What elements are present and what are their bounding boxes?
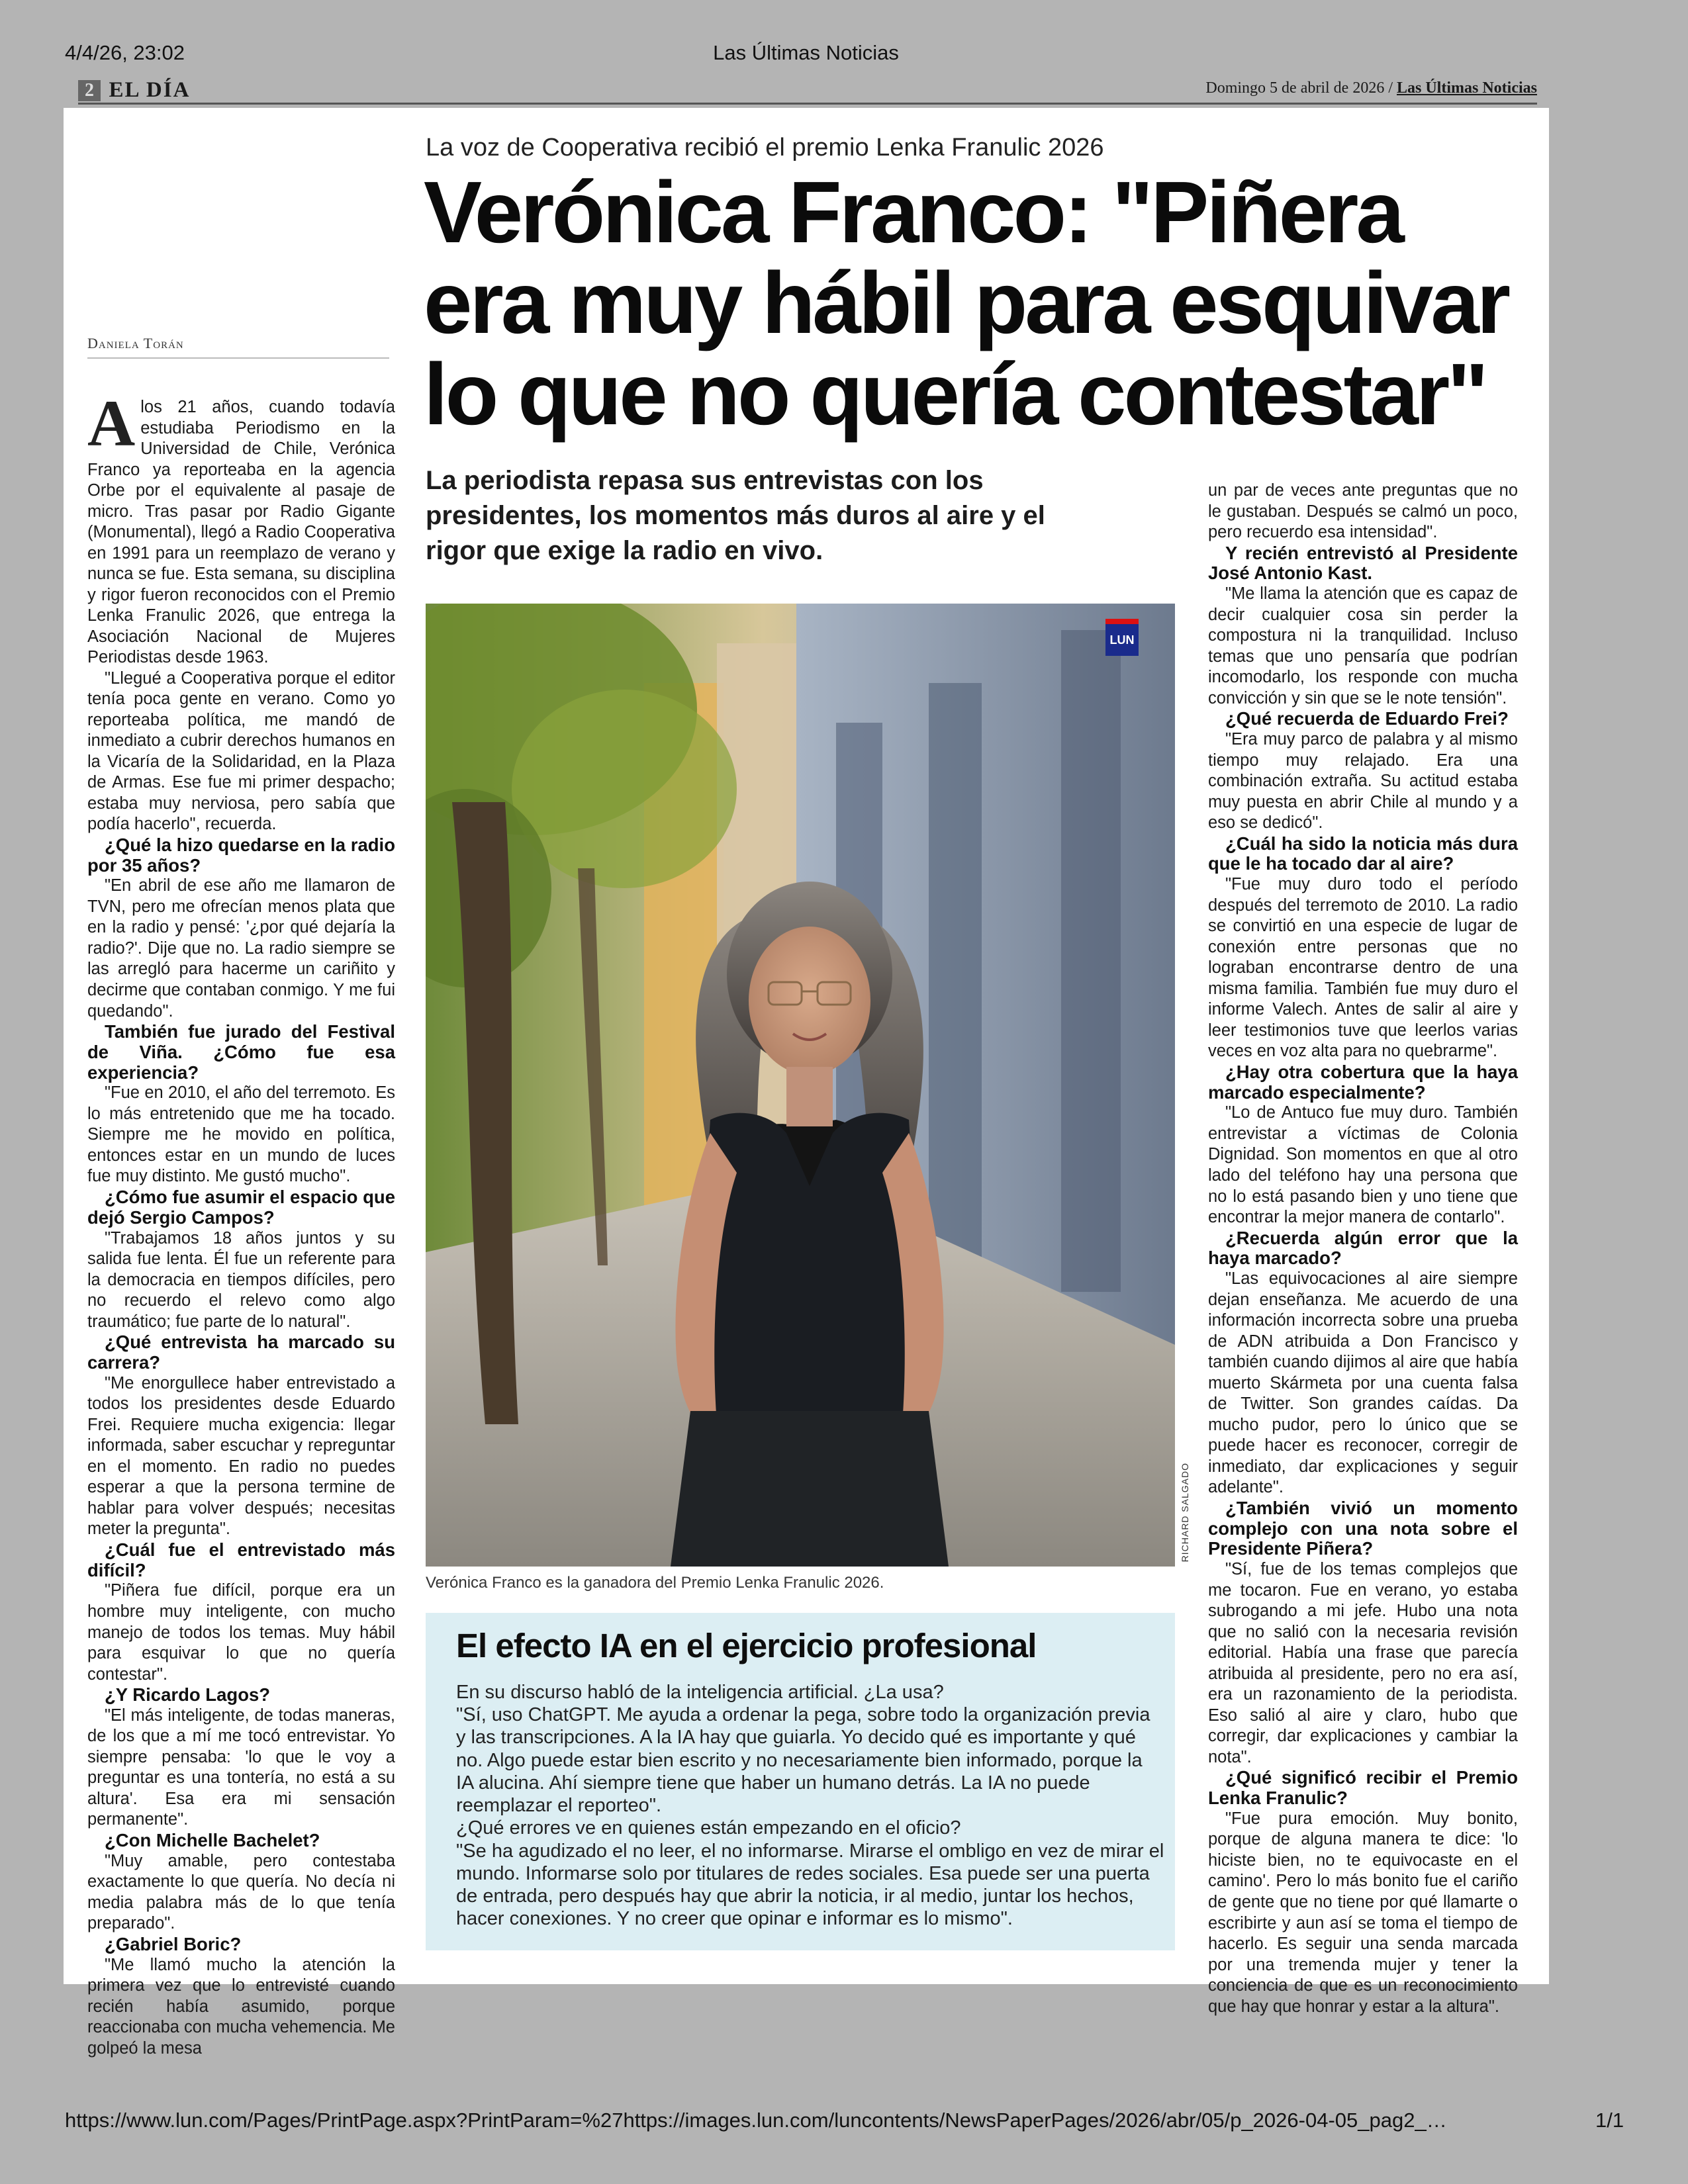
article-column-right <box>1208 480 1518 2017</box>
photo-caption: Verónica Franco es la ganadora del Premio Lenka Franulic 2026. <box>426 1574 884 1592</box>
dropcap: A <box>87 387 136 460</box>
question: ¿Qué recuerda de Eduardo Frei? <box>1225 708 1509 729</box>
lun-logo: LUN <box>1105 619 1139 656</box>
ia-answer: "Se ha agudizado el no leer, el no informarse. Mirarse el ombligo en vez de mirar el mundo. Informarse solo por titulares de redes sociales. Esa puede ser una puerta de entrada, pero después hay que abrir la noticia, ir al medio, juntar los hechos, hacer conexiones. Y no creer que opinar e informar es lo mismo". <box>456 1840 1164 1930</box>
article-headline: Verónica Franco: "Piñera era muy hábil para esquivar lo que no quería contestar" <box>424 163 1509 443</box>
answer: "Me llamó mucho la atención la primera vez que lo entrevisté cuando recién había asumido, porque reaccionaba con mucha vehemencia. Me golpeó la mesa <box>87 1955 395 2058</box>
masthead-paper-name: Las Últimas Noticias <box>1397 79 1537 97</box>
answer-continued: un par de veces ante preguntas que no le gustaban. Después se calmó un poco, pero recuerdo esa intensidad". <box>1208 481 1518 542</box>
photo-credit: RICHARD SALGADO <box>1180 1463 1190 1563</box>
answer: "Era muy parco de palabra y al mismo tiempo muy relajado. Era una combinación extraña. Su actitud estaba muy puesta en abrir Chile al mundo y a eso se dedicó". <box>1208 730 1518 833</box>
portrait-photo <box>426 604 1175 1567</box>
answer: "Trabajamos 18 años juntos y su salida fue lenta. Él fue un referente para la democracia en tiempos difíciles, pero no recuerdo el relevo como algo traumático; fue parte de lo natural". <box>87 1228 395 1331</box>
print-page-count: 1/1 <box>1595 2109 1624 2132</box>
print-datetime: 4/4/26, 23:02 <box>65 41 185 64</box>
question: ¿Gabriel Boric? <box>105 1933 242 1954</box>
masthead-strip <box>78 78 1537 103</box>
answer: "Muy amable, pero contestaba exactamente lo que quería. No decía ni media palabra más de lo que tenía preparado". <box>87 1851 395 1933</box>
question: ¿También vivió un momento complejo con una nota sobre el Presidente Piñera? <box>1208 1497 1518 1559</box>
answer: "Las equivocaciones al aire siempre dejan enseñanza. Me acuerdo de una información incorrecta sobre una prueba de ADN atribuida a Don Francisco y también cuando dijimos al aire que había muerto Skármeta por una cuenta falsa de Twitter. Son grandes caídas. Da mucho pudor, pero lo único que se puede hacer es reconocer, corregir de inmediato, dar explicaciones y seguir adelante". <box>1208 1269 1518 1497</box>
question: ¿Qué la hizo quedarse en la radio por 35 años? <box>87 834 395 876</box>
question: ¿Recuerda algún error que la haya marcado? <box>1208 1227 1518 1269</box>
page-number: 2 <box>78 80 101 101</box>
ia-box-body <box>456 1681 1164 1930</box>
question: Y recién entrevistó al Presidente José Antonio Kast. <box>1208 542 1518 584</box>
section-name: EL DÍA <box>109 78 191 102</box>
question: ¿Qué significó recibir el Premio Lenka Franulic? <box>1208 1767 1518 1809</box>
intro-paragraph <box>87 387 395 668</box>
answer: "En abril de ese año me llamaron de TVN, pero me ofrecían menos plata que en la radio y pensé: '¿por qué dejaría la radio?'. Dije que no. La radio siempre se las arregló para hacerme un cariñito y decirme que contaban conmigo. Y me fui quedando". <box>87 876 395 1021</box>
question: ¿Qué entrevista ha marcado su carrera? <box>87 1332 395 1373</box>
byline: Daniela Torán <box>87 335 389 359</box>
answer: "Me llama la atención que es capaz de decir cualquier cosa sin perder la compostura ni la tranquilidad. Incluso temas que uno pensaría que podrían incomodarlo, los responde con mucha convicción y sin que se le note tensión". <box>1208 584 1518 707</box>
masthead-separator: / <box>1384 79 1397 97</box>
question: ¿Cómo fue asumir el espacio que dejó Sergio Campos? <box>87 1187 395 1228</box>
answer: "Lo de Antuco fue muy duro. También entrevistar a víctimas de Colonia Dignidad. Son momentos en que al otro lado del teléfono hay una persona que no lo está pasando bien y uno tiene que encontrar la mejor manera de contarlo". <box>1208 1103 1518 1227</box>
question: ¿Cuál ha sido la noticia más dura que le ha tocado dar al aire? <box>1208 833 1518 874</box>
answer: "Piñera fue difícil, porque era un hombre muy inteligente, con mucho manejo de todos los temas. Muy hábil para esquivar lo que no quería contestar". <box>87 1581 395 1684</box>
question: ¿Con Michelle Bachelet? <box>105 1829 320 1850</box>
ia-question: ¿Qué errores ve en quienes están empezando en el oficio? <box>456 1817 961 1839</box>
print-url[interactable]: https://www.lun.com/Pages/PrintPage.aspx?PrintParam=%27https://images.lun.com/luncontents/NewsPaperPages/2026/abr/05/p_2026-04-05_pag2_… <box>65 2109 1447 2132</box>
masthead-date: Domingo 5 de abril de 2026 <box>1205 79 1385 97</box>
question: También fue jurado del Festival de Viña. ¿Cómo fue esa experiencia? <box>87 1021 395 1083</box>
ia-question: En su discurso habló de la inteligencia artificial. ¿La usa? <box>456 1682 944 1703</box>
print-page-title: Las Últimas Noticias <box>713 41 899 64</box>
masthead-rule <box>78 103 1537 105</box>
answer: "El más inteligente, de todas maneras, de los que a mí me tocó entrevistar. Yo siempre pensaba: 'lo que le voy a preguntar es una tontería, no está a su altura'. Esa era mi sensación permanente". <box>87 1706 395 1829</box>
answer: "Fue en 2010, el año del terremoto. Es lo más entretenido que me ha tocado. Siempre me he movido en política, entonces estar en un mundo de luces fue muy distinto. Me gustó mucho". <box>87 1083 395 1186</box>
answer: "Me enorgullece haber entrevistado a todos los presidentes desde Eduardo Frei. Requiere mucha exigencia: llegar informada, saber escuchar y repreguntar en el momento. En radio no puedes esperar a que la persona termine de hablar para volver después; necesitas meter la pregunta". <box>87 1373 395 1539</box>
ia-box-title: El efecto IA en el ejercicio profesional <box>456 1627 1037 1664</box>
portrait-illustration <box>426 604 1175 1567</box>
answer: "Sí, fue de los temas complejos que me tocaron. Fue en verano, yo estaba subrogando a mi jefe. Hubo una nota que no salió con la necesaria revisión editorial. Había una frase que parecía atribuida al presidente, pero no era así, era un razonamiento de la periodista. Eso salió al aire y claro, hubo que corregir, dar explicaciones y cambiar la nota". <box>1208 1560 1518 1766</box>
answer: "Fue muy duro todo el período después del terremoto de 2010. La radio se convirtió en una especie de lugar de conexión entre personas que no lograban encontrarse dentro de una misma familia. También fue muy duro el informe Valech. Antes de salir al aire y leer testimonios tuve que leerlos varias veces en voz alta para no quebrarme". <box>1208 875 1518 1061</box>
intro-text: los 21 años, cuando todavía estudiaba Periodismo en la Universidad de Chile, Verónica Franco ya reporteaba en la agencia Orbe por el equivalente al pasaje de micro. Tras pasar por Radio Gigante (Monumental), llegó a Radio Cooperativa en 1991 para un reemplazo de verano y nunca se fue. Esta semana, su disciplina y rigor fueron reconocidos con el Premio Lenka Franulic 2026, que entrega la Asociación Nacional de Mujeres Periodistas desde 1963. <box>87 398 395 667</box>
ia-answer: "Sí, uso ChatGPT. Me ayuda a ordenar la pega, sobre todo la organización previa y las transcripciones. A la IA hay que guiarla. Yo decido qué es importante y qué no. Algo puede estar bien escrito y no necesariamente bien informado, porque la IA alucina. Ahí siempre tiene que haber un humano detrás. La IA no puede reemplazar el reporteo". <box>456 1704 1150 1817</box>
article-column-left <box>87 387 395 2059</box>
question: ¿Cuál fue el entrevistado más difícil? <box>87 1539 395 1580</box>
question: ¿Y Ricardo Lagos? <box>105 1684 271 1706</box>
article-subhead: La periodista repasa sus entrevistas con los presidentes, los momentos más duros al aire y el rigor que exige la radio en vivo. <box>426 466 1045 566</box>
question: ¿Hay otra cobertura que la haya marcado especialmente? <box>1208 1061 1518 1103</box>
answer: "Fue pura emoción. Muy bonito, porque de alguna manera te dice: 'lo hiciste bien, no te equivocaste en el camino'. Pero lo más bonito fue el cariño de gente que no tiene por qué llamarte o escribirte y aun así se toma el tiempo de hacerlo. Es seguir una senda marcada por una tremenda mujer y tener la conciencia de que es un reconocimiento que hay que honrar y estar a la altura". <box>1208 1809 1518 2016</box>
masthead-date-paper <box>1205 79 1537 97</box>
article-kicker: La voz de Cooperativa recibió el premio Lenka Franulic 2026 <box>426 134 1104 161</box>
paragraph: "Llegué a Cooperativa porque el editor tenía poca gente en verano. Como yo reporteaba política, me mandó de inmediato a cubrir derechos humanos en la Vicaría de la Solidaridad, en la Plaza de Armas. Ese fue mi primer despacho; estaba muy nerviosa, pero sabía que podía hacerlo", recuerda. <box>87 668 395 834</box>
